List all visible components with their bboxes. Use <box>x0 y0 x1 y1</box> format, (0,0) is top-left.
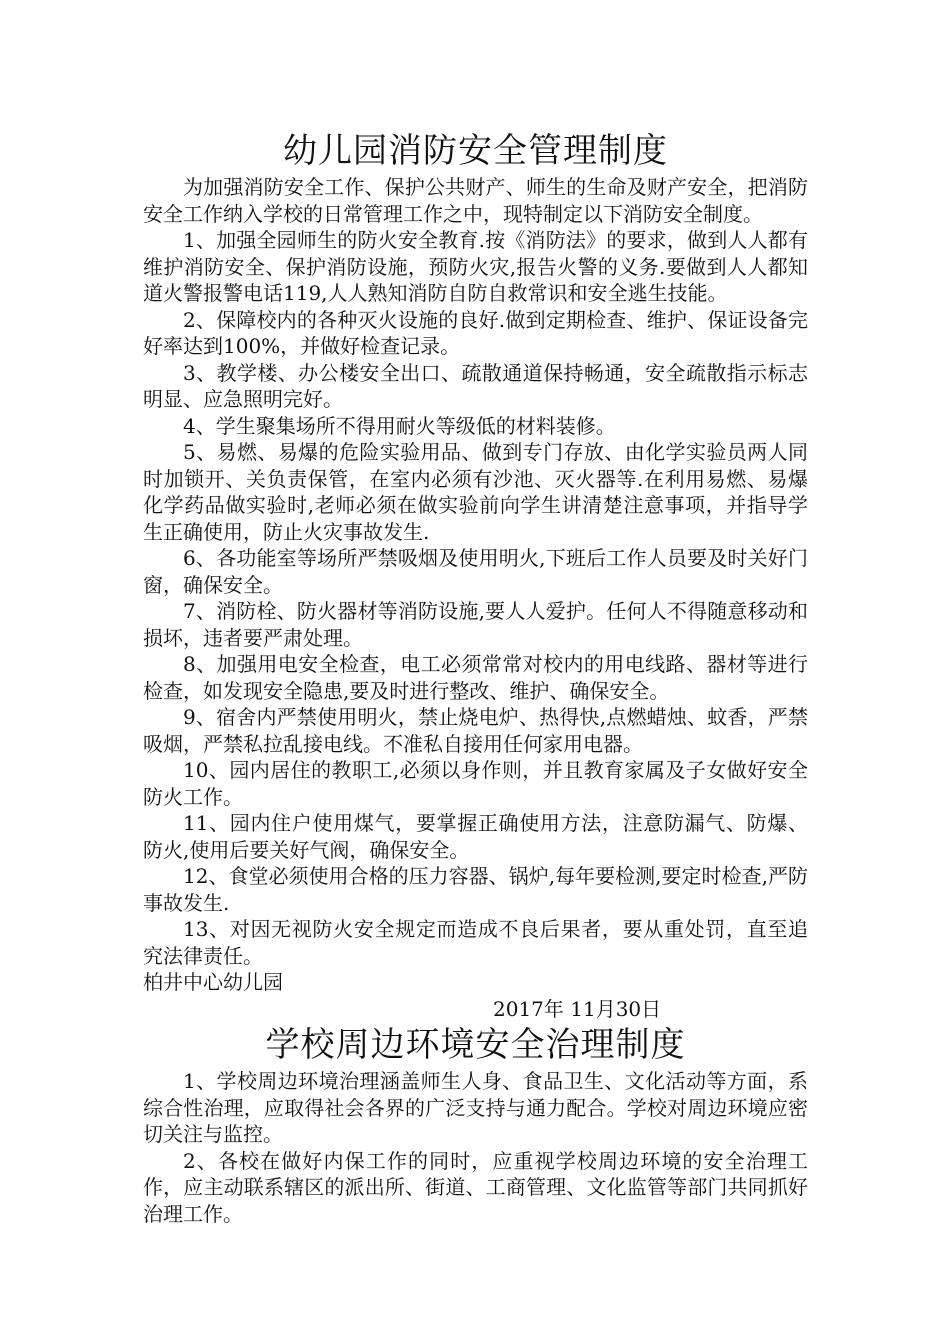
rule-item-2: 2、保障校内的各种灭火设施的良好.做到定期检查、维护、保证设备完好率达到100%，并做好检查记录。 <box>143 307 808 358</box>
signature: 柏井中心幼儿园 <box>143 970 283 994</box>
rule-item-11: 11、园内住户使用煤气，要掌握正确使用方法，注意防漏气、防爆、防火,使用后要关好气阀，确保安全。 <box>143 811 808 862</box>
rule-item-3: 3、教学楼、办公楼安全出口、疏散通道保持畅通，安全疏散指示标志明显、应急照明完好。 <box>143 360 808 411</box>
date: 2017年 11月30日 <box>493 996 662 1021</box>
intro-paragraph: 为加强消防安全工作、保护公共财产、师生的生命及财产安全，把消防安全工作纳入学校的日常管理工作之中，现特制定以下消防安全制度。 <box>143 175 808 226</box>
rule-item-8: 8、加强用电安全检查，电工必须常常对校内的用电线路、器材等进行检查，如发现安全隐患,要及时进行整改、维护、确保安全。 <box>143 652 808 703</box>
rule-item-13: 13、对因无视防火安全规定而造成不良后果者，要从重处罚，直至追究法律责任。 <box>143 917 808 968</box>
second-document-title: 学校周边环境安全治理制度 <box>265 1025 686 1065</box>
second-rule-item-1: 1、学校周边环境治理涵盖师生人身、食品卫生、文化活动等方面，系综合性治理，应取得社会各界的广泛支持与通力配合。学校对周边环境应密切关注与监控。 <box>143 1069 808 1146</box>
document-page <box>143 128 808 1227</box>
second-rule-item-2: 2、各校在做好内保工作的同时，应重视学校周边环境的安全治理工作，应主动联系辖区的派出所、街道、工商管理、文化监管等部门共同抓好治理工作。 <box>143 1148 808 1226</box>
rule-item-6: 6、各功能室等场所严禁吸烟及使用明火,下班后工作人员要及时关好门窗，确保安全。 <box>143 546 808 597</box>
rule-item-4: 4、学生聚集场所不得用耐火等级低的材料装修。 <box>183 413 616 438</box>
rule-item-9: 9、宿舍内严禁使用明火，禁止烧电炉、热得快,点燃蜡烛、蚊香，严禁吸烟，严禁私拉乱接电线。不准私自接用任何家用电器。 <box>143 705 808 756</box>
rule-item-1: 1、加强全园师生的防火安全教育.按《消防法》的要求，做到人人都有维护消防安全、保护消防设施，预防火灾,报告火警的义务.要做到人人都知道火警报警电话119,人人熟知消防自防自救常识和安全逃生技能。 <box>143 228 808 305</box>
rule-item-7: 7、消防栓、防火器材等消防设施,要人人爱护。任何人不得随意移动和损坏，违者要严肃处理。 <box>143 599 808 650</box>
rule-item-10: 10、园内居住的教职工,必须以身作则，并且教育家属及子女做好安全防火工作。 <box>143 758 808 809</box>
rule-item-12: 12、食堂必须使用合格的压力容器、锅炉,每年要检测,要定时检查,严防事故发生. <box>143 864 808 915</box>
document-title: 幼儿园消防安全管理制度 <box>283 131 668 171</box>
rule-item-5: 5、易燃、易爆的危险实验用品、做到专门存放、由化学实验员两人同时加锁开、关负责保管，在室内必须有沙池、灭火器等.在利用易燃、易爆化学药品做实验时,老师必须在做实验前向学生讲清楚注意事项，并指导学生正确使用，防止火灾事故发生. <box>143 440 808 544</box>
